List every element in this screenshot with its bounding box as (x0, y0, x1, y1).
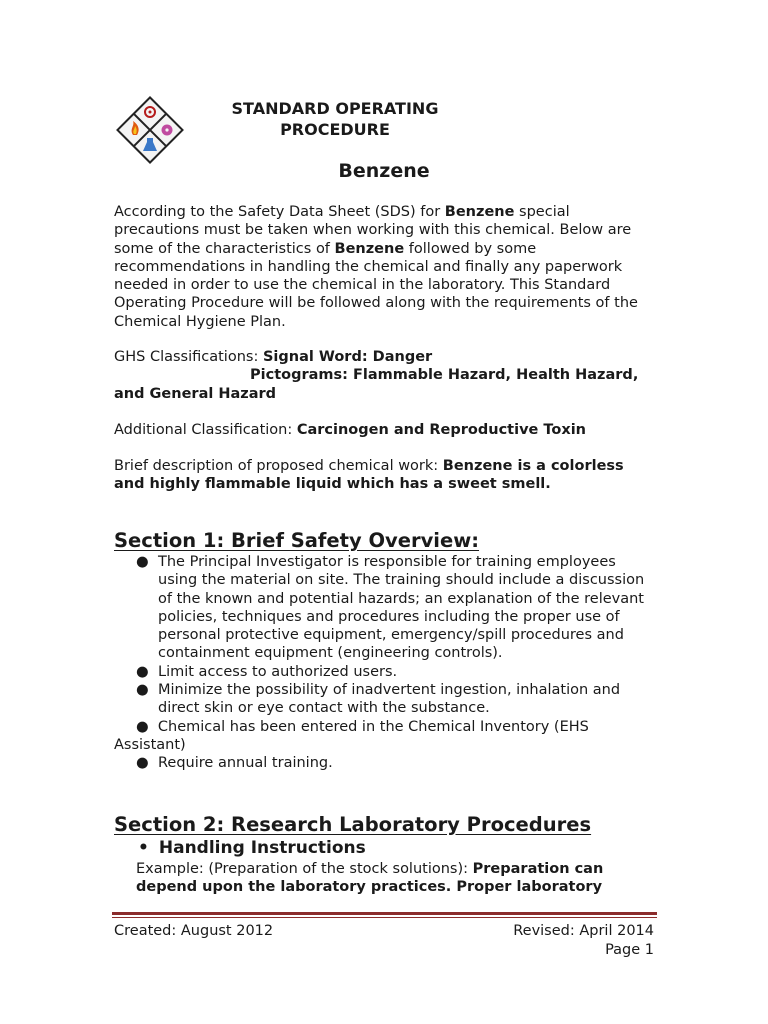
list-item: ● Chemical has been entered in the Chemical Inventory (EHS Assistant) (114, 718, 589, 753)
footer-rule (112, 912, 657, 915)
section-1-heading: Section 1: Brief Safety Overview: (114, 529, 480, 552)
bullet-icon: ● (136, 554, 149, 570)
additional-classification: Additional Classification: Carcinogen and Reproductive Toxin (114, 422, 586, 438)
list-item: ● Require annual training. (136, 755, 333, 772)
created-date: Created: August 2012 (114, 923, 274, 939)
list-item: ● The Principal Investigator is responsible for training employees using the material on site. The training should include a discussion of the known and potential hazards; an explanation of the relevant policies, techniques and procedures including the proper use of personal protective equipment, emergency/spill procedures and containment equipment (engineering controls). (136, 554, 645, 662)
bullet-icon: ● (136, 718, 149, 735)
intro-paragraph: According to the Safety Data Sheet (SDS) for Benzene special precautions must be taken when working with this chemical. Below are some of the characteristics of Benzene followed by some recommendations in handling the chemical and finally any paperwork needed in order to use the chemical in the laboratory. This Standard Operating Procedure will be followed along with the requirements of the Chemical Hygiene Plan. (114, 204, 638, 330)
list-item: ● Minimize the possibility of inadvertent ingestion, inhalation and direct skin or eye contact with the substance. (136, 682, 621, 717)
bullet-icon: • (138, 838, 149, 858)
handling-instructions-heading: • Handling Instructions (138, 838, 366, 858)
list-item: ● Limit access to authorized users. (136, 663, 398, 680)
bullet-icon: ● (136, 682, 149, 699)
footer-rule-thin (112, 917, 657, 918)
radiation-icon (162, 125, 173, 136)
bullet-icon: ● (136, 663, 149, 680)
revised-date: Revised: April 2014 (513, 923, 654, 939)
ghs-classifications: GHS Classifications: Signal Word: Danger Pictograms: Flammable Hazard, Health Hazard, and General Hazard (114, 349, 639, 402)
section-1-bullets (114, 553, 659, 773)
hazard-diamond-logo (115, 95, 185, 165)
page-number: Page 1 (605, 942, 654, 958)
document-title: STANDARD OPERATING PROCEDURE (231, 99, 439, 139)
brief-description: Brief description of proposed chemical work: Benzene is a colorless and highly flammable liquid which has a sweet smell. (114, 458, 624, 493)
section-2-heading: Section 2: Research Laboratory Procedures (114, 813, 592, 836)
handling-example: Example: (Preparation of the stock solutions): Preparation can depend upon the laboratory practices. Proper laboratory (136, 861, 604, 896)
bullet-icon: ● (136, 755, 149, 772)
chemical-name: Benzene (338, 160, 430, 182)
